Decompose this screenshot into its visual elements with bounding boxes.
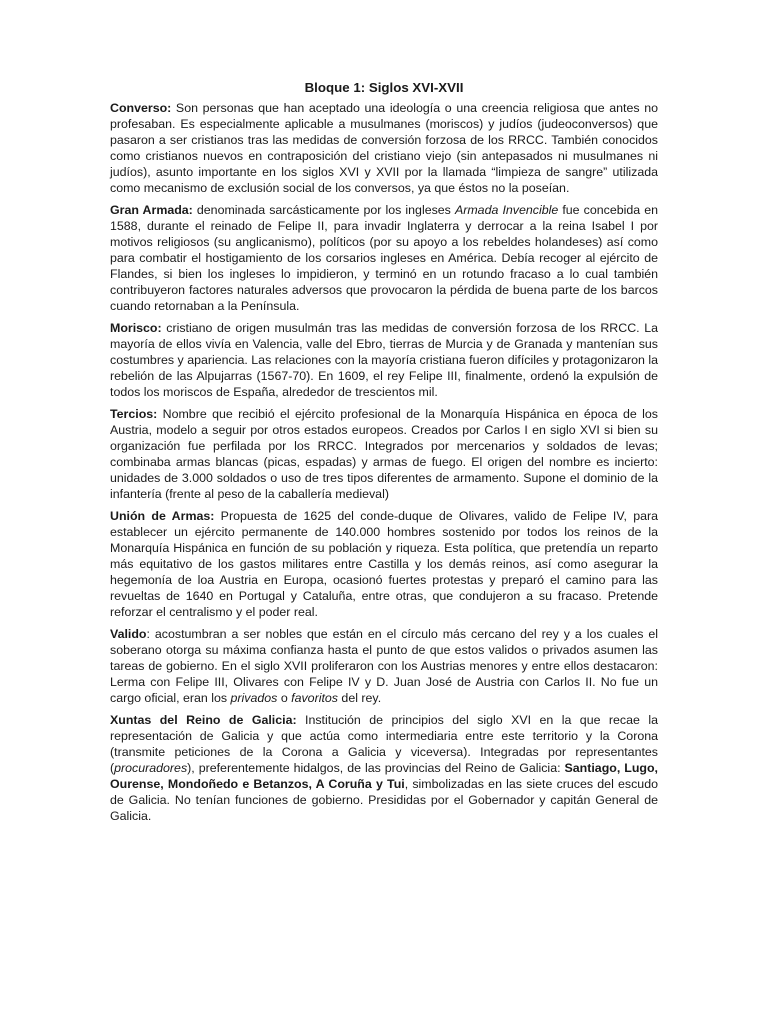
glossary-term: Xuntas del Reino de Galicia: xyxy=(110,713,297,727)
glossary-entries xyxy=(110,100,658,824)
glossary-entry xyxy=(110,406,658,502)
glossary-entry xyxy=(110,626,658,706)
glossary-term: Converso: xyxy=(110,101,172,115)
glossary-term: Unión de Armas: xyxy=(110,509,215,523)
definition-text: Propuesta de 1625 del conde-duque de Olivares, valido de Felipe IV, para establecer un ejército permanente de 140.000 hombres sostenido por todos los reinos de la Monarquía Hispánica en función de su población y riqueza. Esta política, que pretendía un reparto más equitativo de los gastos militares entre Castilla y los demás reinos, así como asegurar la hegemonía de loa Austria en Europa, ocasionó fuertes protestas y preparó el camino para las revueltas de 1640 en Portugal y Cataluña, entre otras, que condujeron a su fracaso. Pretende reforzar el centralismo y el poder real. xyxy=(110,509,658,619)
emphasis-text: procuradores xyxy=(114,761,188,775)
definition-text: Institución de principios del siglo XVI en la que recae la representación de Galicia y que actúa como intermediaria entre este territorio y la Corona (transmite peticiones de la Corona a Galicia y viceversa). Integradas por representantes ( xyxy=(110,713,658,775)
definition-text: Nombre que recibió el ejército profesional de la Monarquía Hispánica en época de los Austria, modelo a seguir por otros estados europeos. Creados por Carlos I en siglo XVI si bien su organización fue perfilada por los RRCC. Integrados por mercenarios y soldados de levas; combinaba armas blancas (picas, espadas) y armas de fuego. El origen del nombre es incierto: unidades de 3.000 soldados o uso de tres tipos diferentes de armamento. Supone el dominio de la infantería (frente al peso de la caballería medieval) xyxy=(110,407,658,501)
document-title: Bloque 1: Siglos XVI-XVII xyxy=(304,80,464,95)
glossary-entry xyxy=(110,202,658,314)
glossary-term: Gran Armada: xyxy=(110,203,193,217)
definition-text: ), preferentemente hidalgos, de las provincias del Reino de Galicia: xyxy=(187,761,565,775)
glossary-entry xyxy=(110,320,658,400)
emphasis-text: Armada Invencible xyxy=(454,203,559,217)
definition-text: : acostumbran a ser nobles que están en el círculo más cercano del rey y a los cuales el soberano otorga su máxima confianza hasta el punto de que estos validos o privados asumen las tareas de gobierno. En el siglo XVII proliferaron con los Austrias menores y entre ellos destacaron: Lerma con Felipe III, Olivares con Felipe IV y D. Juan José de Austria con Carlos II. No fue un cargo oficial, eran los xyxy=(110,627,658,705)
definition-text: , simbolizadas en las siete cruces del escudo de Galicia. No tenían funciones de gobierno. Presididas por el Gobernador y capitán General de Galicia. xyxy=(110,777,658,823)
definition-text: o xyxy=(277,691,292,705)
definition-text: fue concebida en 1588, durante el reinado de Felipe II, para invadir Inglaterra y derrocar a la reina Isabel I por motivos religiosos (su anglicanismo), políticos (por su apoyo a los rebeldes holandeses) así como para combatir el hostigamiento de los corsarios ingleses en América. Debía recoger al ejército de Flandes, si bien los ingleses lo impidieron, y terminó en un rotundo fracaso a lo cual también contribuyeron factores naturales adversos que provocaron la pérdida de buena parte de los barcos cuando retornaban a la Península. xyxy=(110,203,659,313)
emphasis-text: privados xyxy=(230,691,278,705)
definition-text: denominada sarcásticamente por los ingleses xyxy=(192,203,455,217)
glossary-entry xyxy=(110,508,658,620)
definition-text: Son personas que han aceptado una ideología o una creencia religiosa que antes no profesaban. Es especialmente aplicable a musulmanes (moriscos) y judíos (judeoconversos) que pasaron a ser cristianos tras las medidas de conversión forzosa de los RRCC. También conocidos como cristianos nuevos en contraposición del cristiano viejo (sin antepasados ni musulmanes ni judíos), asunto importante en los siglos XVI y XVII por la llamada “limpieza de sangre” utilizada como mecanismo de exclusión social de los conversos, ya que éstos no la poseían. xyxy=(110,101,658,195)
definition-text: del rey. xyxy=(337,691,382,705)
bold-text: Santiago, Lugo, Ourense, Mondoñedo e Betanzos, A Coruña y Tui xyxy=(110,761,658,791)
emphasis-text: favoritos xyxy=(291,691,338,705)
definition-text: cristiano de origen musulmán tras las medidas de conversión forzosa de los RRCC. La mayoría de ellos vivía en Valencia, valle del Ebro, tierras de Murcia y de Granada y mantenían sus costumbres y apariencia. Las relaciones con la mayoría cristiana fueron difíciles y protagonizaron la rebelión de las Alpujarras (1567-70). En 1609, el rey Felipe III, finalmente, ordenó la expulsión de todos los moriscos de España, alrededor de trescientos mil. xyxy=(110,321,658,399)
glossary-entry xyxy=(110,712,658,824)
glossary-term: Valido xyxy=(110,627,147,641)
glossary-term: Morisco: xyxy=(110,321,162,335)
glossary-term: Tercios: xyxy=(110,407,158,421)
glossary-entry xyxy=(110,100,658,196)
